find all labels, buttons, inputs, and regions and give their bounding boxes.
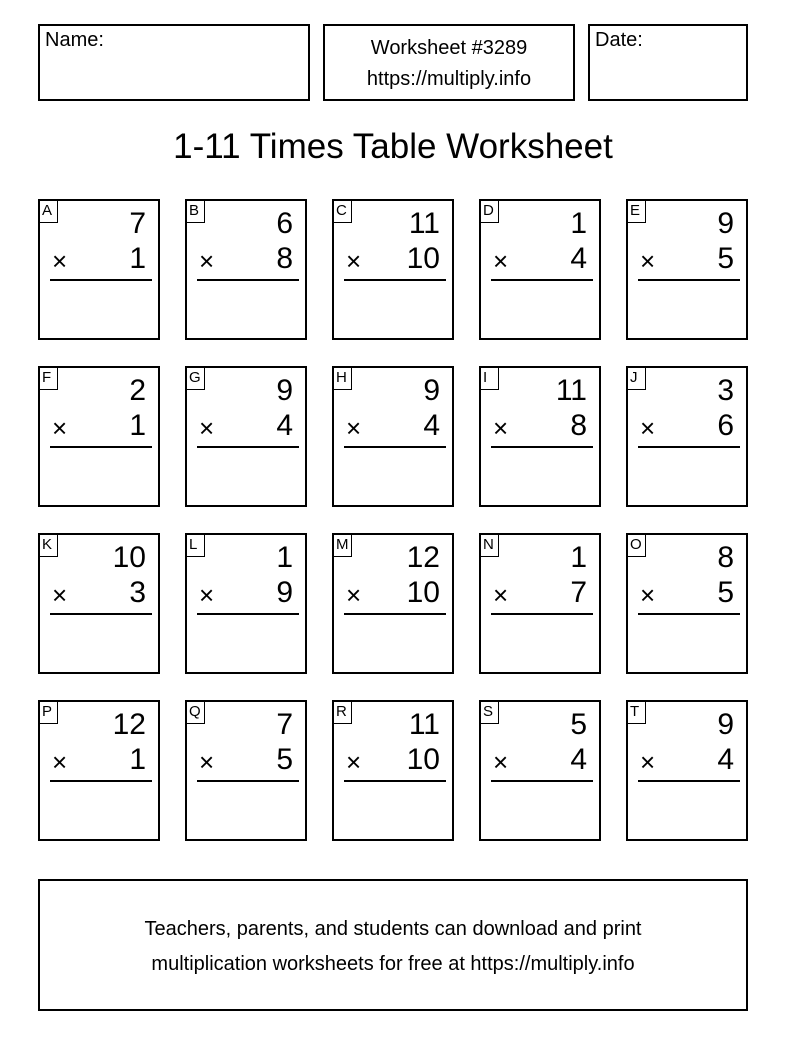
multiply-sign: × (640, 580, 656, 610)
problem-card (38, 199, 160, 340)
multiplier: 10 (406, 242, 440, 275)
multiplicand: 12 (112, 708, 146, 741)
multiply-sign: × (52, 747, 68, 777)
problem-card (38, 533, 160, 674)
answer-area[interactable] (340, 452, 446, 501)
multiplier: 9 (276, 576, 293, 609)
problem-card (38, 366, 160, 507)
answer-line (344, 279, 446, 281)
answer-area[interactable] (193, 619, 299, 668)
answer-area[interactable] (46, 285, 152, 334)
answer-area[interactable] (634, 285, 740, 334)
answer-area[interactable] (487, 285, 593, 334)
problem-card (185, 533, 307, 674)
problem-letter: E (626, 199, 646, 223)
answer-area[interactable] (487, 452, 593, 501)
problem-letter: R (332, 700, 352, 724)
worksheet-info-box (323, 24, 575, 101)
answer-line (344, 780, 446, 782)
answer-line (50, 780, 152, 782)
multiplicand: 8 (717, 541, 734, 574)
problem-letter: M (332, 533, 352, 557)
multiply-sign: × (199, 747, 215, 777)
problem-card (626, 366, 748, 507)
multiplicand: 2 (129, 374, 146, 407)
footer-line-1: Teachers, parents, and students can download and print (144, 918, 642, 940)
multiplier: 4 (717, 743, 734, 776)
problem-letter: N (479, 533, 499, 557)
multiply-sign: × (52, 413, 68, 443)
answer-area[interactable] (487, 786, 593, 835)
problem-letter: O (626, 533, 646, 557)
multiplier: 5 (717, 242, 734, 275)
multiplier: 7 (570, 576, 587, 609)
multiply-sign: × (493, 580, 509, 610)
multiplicand: 7 (129, 207, 146, 240)
multiplier: 5 (276, 743, 293, 776)
multiply-sign: × (199, 413, 215, 443)
answer-area[interactable] (340, 285, 446, 334)
name-label: Name: (45, 29, 104, 51)
answer-area[interactable] (193, 786, 299, 835)
answer-line (638, 279, 740, 281)
problem-letter: B (185, 199, 205, 223)
multiplier: 5 (717, 576, 734, 609)
problem-card (626, 533, 748, 674)
multiply-sign: × (346, 747, 362, 777)
multiplicand: 10 (112, 541, 146, 574)
worksheet-title: 1-11 Times Table Worksheet (173, 127, 613, 166)
multiply-sign: × (640, 747, 656, 777)
multiplier: 4 (423, 409, 440, 442)
answer-line (50, 446, 152, 448)
answer-area[interactable] (193, 452, 299, 501)
problem-card (479, 199, 601, 340)
problem-letter: P (38, 700, 58, 724)
multiplicand: 7 (276, 708, 293, 741)
answer-line (638, 780, 740, 782)
answer-line (491, 780, 593, 782)
worksheet-url: https://multiply.info (366, 68, 532, 90)
multiply-sign: × (493, 747, 509, 777)
multiply-sign: × (346, 246, 362, 276)
multiplier: 10 (406, 576, 440, 609)
problem-card (185, 366, 307, 507)
answer-line (50, 279, 152, 281)
problem-letter: S (479, 700, 499, 724)
answer-line (197, 446, 299, 448)
problem-card (479, 533, 601, 674)
problem-letter: A (38, 199, 58, 223)
problem-letter: F (38, 366, 58, 390)
problem-card (479, 366, 601, 507)
multiply-sign: × (640, 413, 656, 443)
multiplicand: 1 (570, 207, 587, 240)
date-label: Date: (595, 29, 643, 51)
multiplier: 1 (129, 409, 146, 442)
problem-letter: K (38, 533, 58, 557)
answer-line (491, 613, 593, 615)
multiply-sign: × (640, 246, 656, 276)
multiplier: 10 (406, 743, 440, 776)
multiplier: 3 (129, 576, 146, 609)
answer-area[interactable] (340, 619, 446, 668)
multiplier: 4 (276, 409, 293, 442)
worksheet-number: Worksheet #3289 (370, 37, 528, 59)
answer-area[interactable] (193, 285, 299, 334)
multiplicand: 3 (717, 374, 734, 407)
multiplier: 1 (129, 242, 146, 275)
multiplier: 4 (570, 743, 587, 776)
multiply-sign: × (493, 246, 509, 276)
footer-box (38, 879, 748, 1011)
problem-letter: C (332, 199, 352, 223)
problem-card (332, 199, 454, 340)
problem-letter: I (479, 366, 499, 390)
multiplier: 4 (570, 242, 587, 275)
multiplier: 8 (276, 242, 293, 275)
answer-area[interactable] (634, 452, 740, 501)
multiplicand: 11 (555, 374, 587, 407)
problem-letter: G (185, 366, 205, 390)
problem-letter: Q (185, 700, 205, 724)
answer-line (344, 446, 446, 448)
problem-letter: J (626, 366, 646, 390)
problem-letter: H (332, 366, 352, 390)
answer-area[interactable] (340, 786, 446, 835)
answer-area[interactable] (46, 786, 152, 835)
answer-line (638, 446, 740, 448)
multiplicand: 6 (276, 207, 293, 240)
answer-line (197, 613, 299, 615)
answer-area[interactable] (46, 619, 152, 668)
multiplier: 1 (129, 743, 146, 776)
multiply-sign: × (493, 413, 509, 443)
name-field-box (38, 24, 310, 101)
date-field-box (588, 24, 748, 101)
footer-text (40, 912, 746, 982)
multiplier: 8 (570, 409, 587, 442)
problem-card (479, 700, 601, 841)
multiplicand: 9 (423, 374, 440, 407)
multiply-sign: × (52, 580, 68, 610)
multiplicand: 9 (717, 708, 734, 741)
answer-area[interactable] (634, 786, 740, 835)
answer-line (491, 279, 593, 281)
multiplicand: 5 (570, 708, 587, 741)
answer-area[interactable] (46, 452, 152, 501)
answer-line (344, 613, 446, 615)
multiplicand: 9 (276, 374, 293, 407)
problem-letter: T (626, 700, 646, 724)
answer-area[interactable] (487, 619, 593, 668)
multiplicand: 12 (406, 541, 440, 574)
problem-card (185, 199, 307, 340)
problem-letter: L (185, 533, 205, 557)
problem-card (332, 533, 454, 674)
footer-line-2: multiplication worksheets for free at https://multiply.info (151, 953, 635, 975)
multiply-sign: × (346, 413, 362, 443)
answer-area[interactable] (634, 619, 740, 668)
problem-card (332, 700, 454, 841)
multiplicand: 11 (408, 207, 440, 240)
problem-card (332, 366, 454, 507)
multiply-sign: × (199, 246, 215, 276)
answer-line (197, 780, 299, 782)
problem-letter: D (479, 199, 499, 223)
multiply-sign: × (52, 246, 68, 276)
answer-line (50, 613, 152, 615)
multiply-sign: × (346, 580, 362, 610)
multiplicand: 1 (570, 541, 587, 574)
answer-line (638, 613, 740, 615)
problem-card (626, 199, 748, 340)
multiplicand: 11 (408, 708, 440, 741)
answer-line (491, 446, 593, 448)
multiplicand: 1 (276, 541, 293, 574)
multiplier: 6 (717, 409, 734, 442)
problem-card (626, 700, 748, 841)
multiplicand: 9 (717, 207, 734, 240)
problem-card (185, 700, 307, 841)
multiply-sign: × (199, 580, 215, 610)
answer-line (197, 279, 299, 281)
problem-card (38, 700, 160, 841)
